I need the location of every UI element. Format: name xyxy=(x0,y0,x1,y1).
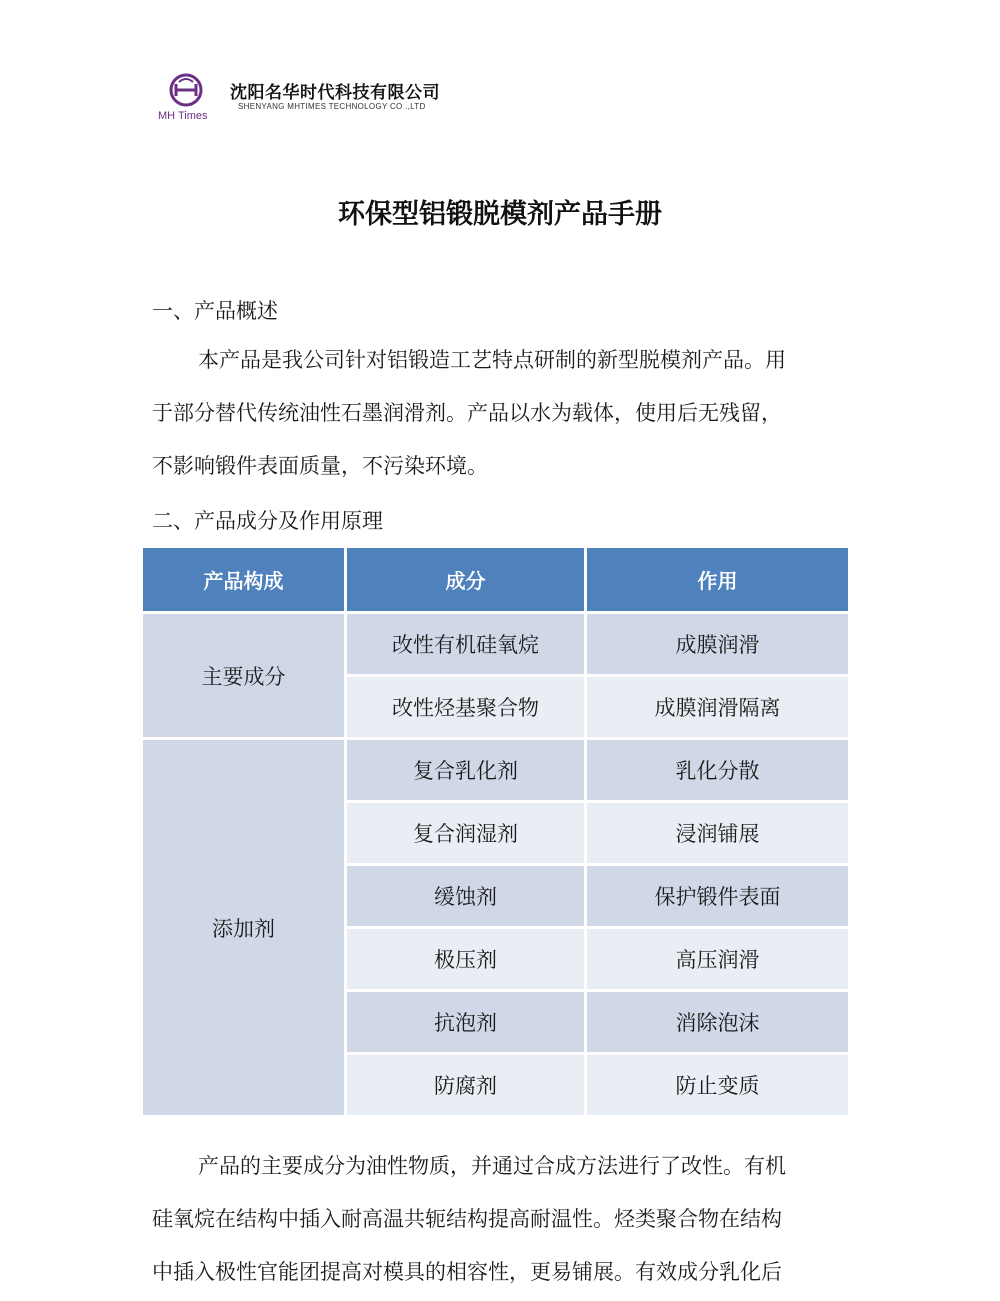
paragraph-line: 硅氧烷在结构中插入耐高温共轭结构提高耐温性。烃类聚合物在结构 xyxy=(152,1207,782,1231)
function-cell: 保护锻件表面 xyxy=(586,865,850,928)
paragraph-line: 本产品是我公司针对铝锻造工艺特点研制的新型脱模剂产品。用 xyxy=(198,348,786,372)
function-cell: 浸润铺展 xyxy=(586,802,850,865)
document-title: 环保型铝锻脱模剂产品手册 xyxy=(338,199,662,230)
group-cell: 主要成分 xyxy=(142,613,346,739)
company-name-cn: 沈阳名华时代科技有限公司 xyxy=(230,83,440,103)
table-header-cell: 作用 xyxy=(586,547,850,613)
composition-paragraph xyxy=(152,1140,852,1299)
component-cell: 极压剂 xyxy=(346,928,586,991)
table-row xyxy=(142,739,850,802)
overview-paragraph xyxy=(152,334,852,493)
section-heading-overview: 一、产品概述 xyxy=(152,299,278,323)
paragraph-line: 于部分替代传统油性石墨润滑剂。产品以水为载体，使用后无残留， xyxy=(152,401,782,425)
function-cell: 成膜润滑隔离 xyxy=(586,676,850,739)
component-cell: 防腐剂 xyxy=(346,1054,586,1117)
component-cell: 改性有机硅氧烷 xyxy=(346,613,586,676)
group-cell: 添加剂 xyxy=(142,739,346,1117)
function-cell: 乳化分散 xyxy=(586,739,850,802)
table-header-cell: 产品构成 xyxy=(142,547,346,613)
composition-table xyxy=(140,545,851,1118)
function-cell: 消除泡沫 xyxy=(586,991,850,1054)
company-name-en: SHENYANG MHTIMES TECHNOLOGY CO .,LTD xyxy=(238,102,426,111)
paragraph-line: 不影响锻件表面质量，不污染环境。 xyxy=(152,454,488,478)
table-row xyxy=(142,613,850,676)
letterhead xyxy=(158,72,558,132)
component-cell: 改性烃基聚合物 xyxy=(346,676,586,739)
function-cell: 高压润滑 xyxy=(586,928,850,991)
paragraph-line: 产品的主要成分为油性物质，并通过合成方法进行了改性。有机 xyxy=(198,1154,786,1178)
logo-text: MH Times xyxy=(158,110,208,122)
table-header-cell: 成分 xyxy=(346,547,586,613)
paragraph-line: 中插入极性官能团提高对模具的相容性，更易铺展。有效成分乳化后 xyxy=(152,1260,782,1284)
section-heading-composition: 二、产品成分及作用原理 xyxy=(152,509,383,533)
function-cell: 成膜润滑 xyxy=(586,613,850,676)
component-cell: 复合乳化剂 xyxy=(346,739,586,802)
table-header-row xyxy=(142,547,850,613)
component-cell: 缓蚀剂 xyxy=(346,865,586,928)
component-cell: 抗泡剂 xyxy=(346,991,586,1054)
function-cell: 防止变质 xyxy=(586,1054,850,1117)
component-cell: 复合润湿剂 xyxy=(346,802,586,865)
